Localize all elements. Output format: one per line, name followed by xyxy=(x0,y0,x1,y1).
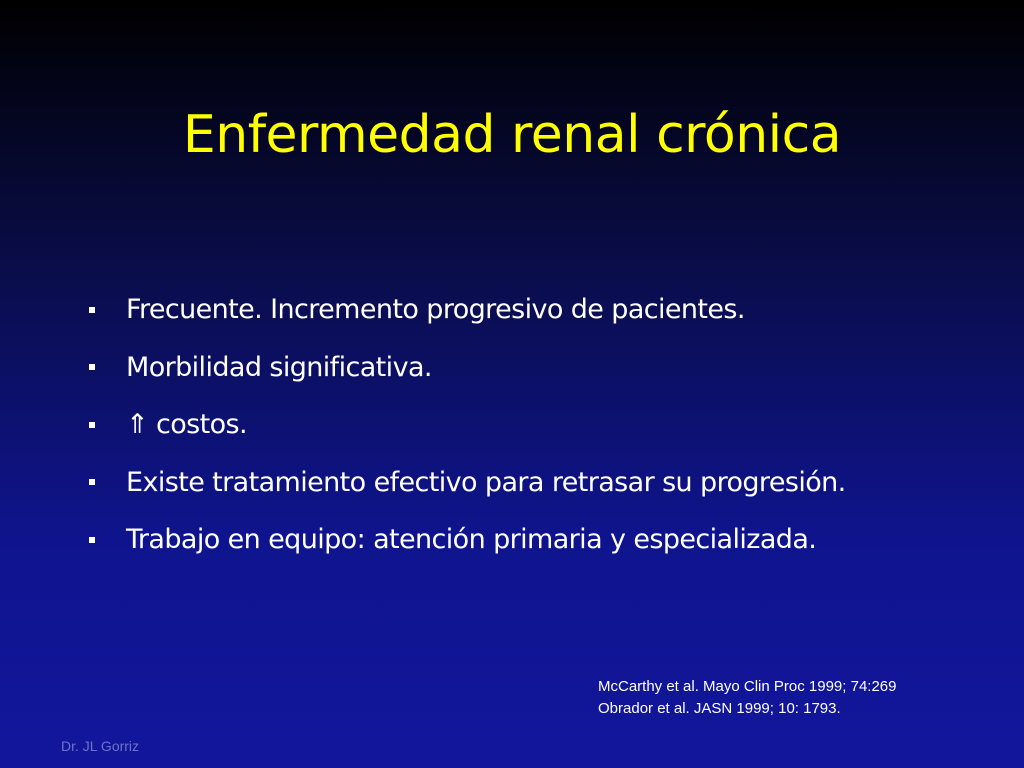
bullet-text: Existe tratamiento efectivo para retrasar su progresión. xyxy=(126,466,846,498)
square-bullet-icon xyxy=(89,307,95,313)
reference-line: Obrador et al. JASN 1999; 10: 1793. xyxy=(598,700,841,717)
bullet-item xyxy=(86,396,846,454)
slide-title: Enfermedad renal crónica xyxy=(182,105,842,165)
square-bullet-icon xyxy=(89,364,95,370)
reference-line: McCarthy et al. Mayo Clin Proc 1999; 74:269 xyxy=(598,678,897,695)
bullet-item xyxy=(86,339,846,397)
bullet-text: Frecuente. Incremento progresivo de pacientes. xyxy=(126,294,745,326)
author-credit: Dr. JL Gorriz xyxy=(61,738,140,754)
bullet-text: Trabajo en equipo: atención primaria y especializada. xyxy=(126,524,817,556)
bullet-item xyxy=(86,454,846,512)
square-bullet-icon xyxy=(89,479,95,485)
references xyxy=(598,676,896,720)
bullet-item xyxy=(86,281,846,339)
square-bullet-icon xyxy=(89,422,95,428)
bullet-list xyxy=(86,281,846,569)
bullet-item xyxy=(86,511,846,569)
bullet-text: Morbilidad significativa. xyxy=(126,351,432,383)
bullet-text: ⇑ costos. xyxy=(126,409,247,441)
square-bullet-icon xyxy=(89,537,95,543)
